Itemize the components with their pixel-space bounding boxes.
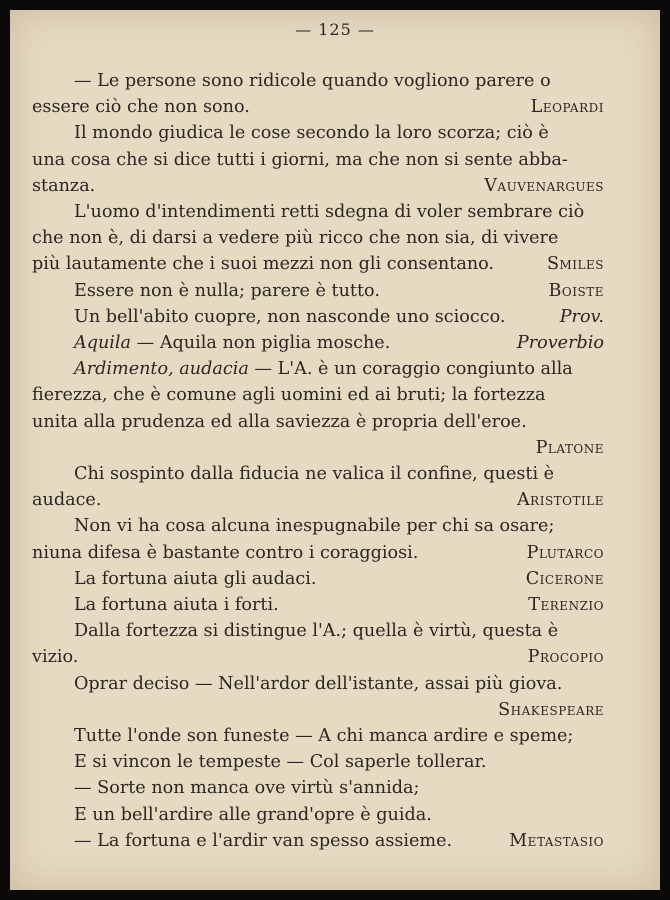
text-line [32,435,604,461]
line-text: Ardimento, audacia — L'A. è un coraggio congiunto alla [74,359,573,380]
text-line [32,94,604,120]
page-number: — 125 — [295,20,375,39]
line-text: La fortuna aiuta gli audaci. [74,568,317,589]
book-page [10,10,660,890]
author-name: Terenzio [528,595,604,615]
line-text: La fortuna aiuta i forti. [74,595,279,615]
text-line [74,749,604,775]
line-text: Dalla fortezza si distingue l'A.; quella è virtù, questa è [74,621,559,642]
line-text: una cosa che si dice tutti i giorni, ma che non si sente abba- [32,149,568,170]
line-text: Chi sospinto dalla fiducia ne valica il confine, questi è [74,464,555,484]
line-text: Tutte l'onde son funeste — A chi manca ardire e speme; [74,726,574,746]
line-text: essere ciò che non sono. [32,97,250,118]
text-line [74,199,604,225]
line-text: unita alla prudenza ed alla saviezza è propria dell'eroe. [32,411,527,432]
line-text: stanza. [32,175,96,196]
line-text: più lautamente che i suoi mezzi non gli consentano. [32,254,495,275]
text-line [74,330,604,356]
line-text: Aquila — Aquila non piglia mosche. [74,333,391,353]
text-line [74,120,604,146]
author-name: Procopio [527,647,604,668]
line-text: L'uomo d'intendimenti retti sdegna di voler sembrare ciò [74,202,585,222]
text-line [32,697,604,723]
line-text: — Sorte non manca ove virtù s'annida; [74,778,420,799]
author-name: Cicerone [525,568,604,589]
line-text: — La fortuna e l'ardir van spesso assieme. [74,830,453,851]
text-line [74,828,604,854]
entry-keyword: Aquila [74,333,132,353]
text-line [74,278,604,304]
text-line [74,723,604,749]
author-name: Smiles [546,254,604,275]
author-name: Boiste [548,280,604,301]
text-line [32,382,604,408]
text-line [74,775,604,801]
text-line [32,540,604,566]
author-name: Metastasio [509,830,604,851]
text-line [74,566,604,592]
text-line [74,592,604,618]
text-line [32,251,604,277]
line-text: E si vincon le tempeste — Col saperle tollerar. [74,752,487,773]
text-line [32,147,604,173]
line-text: niuna difesa è bastante contro i coraggiosi. [32,542,419,563]
text-line [74,671,604,697]
text-line [32,225,604,251]
text-line [32,487,604,513]
line-text: che non è, di darsi a vedere più ricco che non sia, di vivere [32,228,559,249]
line-text: Non vi ha cosa alcuna inespugnabile per chi sa osare; [74,516,555,537]
text-line [32,173,604,199]
entry-keyword: Ardimento, audacia [74,359,249,380]
text-line [74,802,604,828]
line-text: — Le persone sono ridicole quando vogliono parere o [74,71,551,91]
text-line [32,409,604,435]
author-name: Vauvenargues [484,175,604,196]
text-line [32,644,604,670]
text-line [74,461,604,487]
author-name: Platone [535,437,604,458]
line-text: fierezza, che è comune agli uomini ed ai bruti; la fortezza [32,385,546,406]
text-line [74,513,604,539]
author-name: Leopardi [530,97,604,118]
author-name: Proverbio [516,333,604,353]
line-text: Essere non è nulla; parere è tutto. [74,280,380,301]
text-line [74,618,604,644]
line-text: Un bell'abito cuopre, non nasconde uno sciocco. [74,306,506,327]
text-line [74,356,604,382]
line-text: Il mondo giudica le cose secondo la loro scorza; ciò è [74,123,549,144]
line-text: Oprar deciso — Nell'ardor dell'istante, assai più giova. [74,673,563,694]
author-name: Shakespeare [498,699,604,720]
text-line [74,304,604,330]
author-name: Plutarco [526,542,604,563]
line-text: vizio. [32,647,79,668]
line-text: audace. [32,490,102,511]
text-line [74,68,604,94]
line-text: E un bell'ardire alle grand'opre è guida. [74,804,432,825]
author-name: Aristotile [516,490,604,511]
author-name: Prov. [559,306,604,327]
